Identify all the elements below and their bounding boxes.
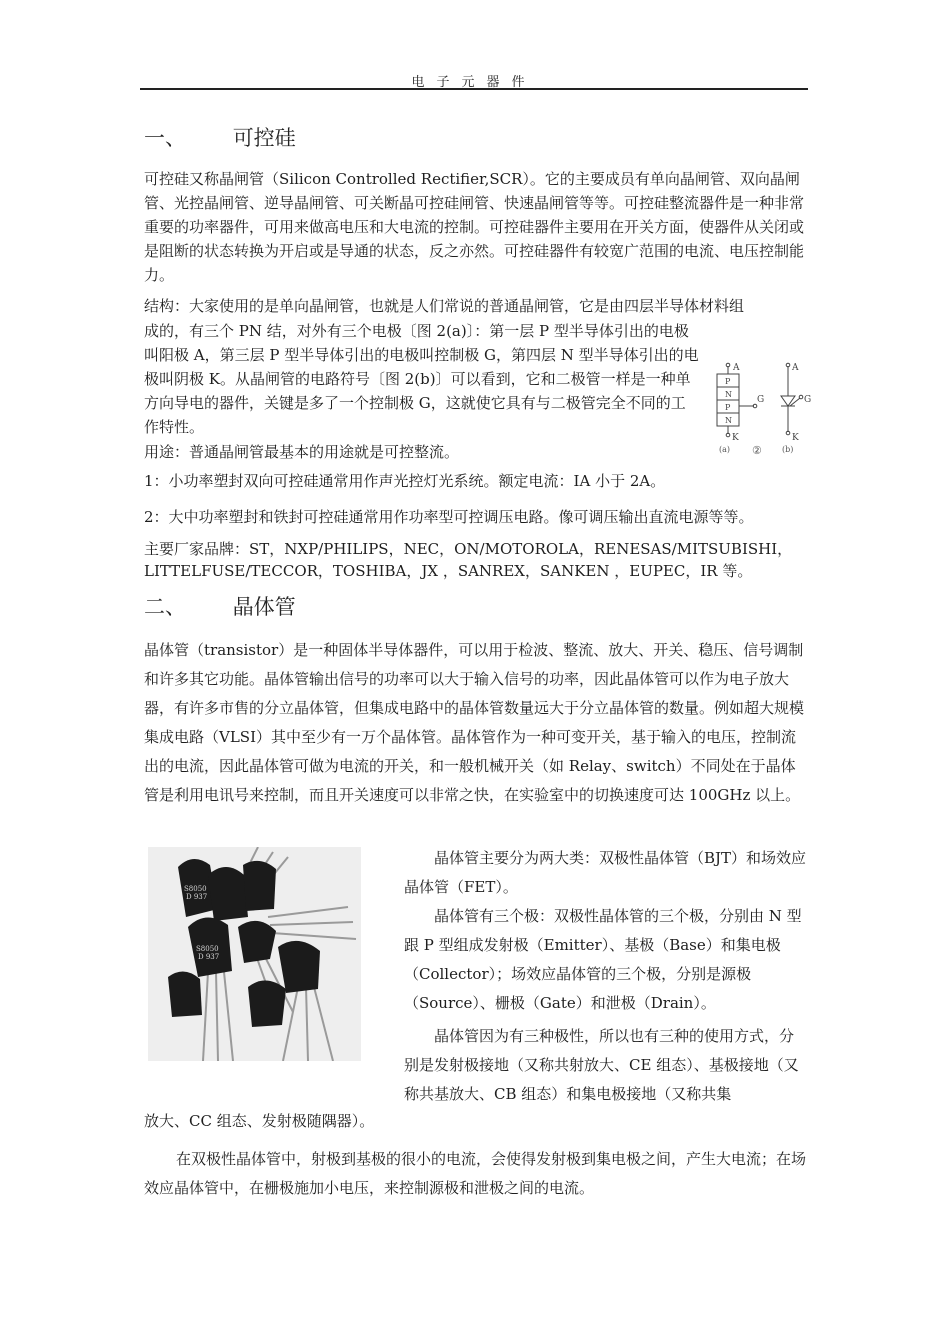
section1-heading bbox=[144, 122, 296, 152]
layer-p2: P bbox=[725, 403, 731, 412]
transistor-photo bbox=[148, 847, 361, 1061]
caption-a: (a) bbox=[719, 445, 731, 454]
transistor-operation-paragraph: 在双极性晶体管中，射极到基极的很小的电流，会使得发射极到集电极之间，产生大电流；在场效应晶体管中，在栅极施加小电压，来控制源极和泄极之间的电流。 bbox=[144, 1150, 807, 1197]
cathode-label-b: K bbox=[792, 433, 799, 443]
gate-label-a: G bbox=[757, 395, 765, 405]
transistor-photo-drawing bbox=[148, 847, 361, 1061]
scr-use-line: 用途：普通晶闸管最基本的用途就是可控整流。 bbox=[144, 443, 460, 461]
page-header: 电子元器件 bbox=[411, 75, 537, 90]
anode-label-a: A bbox=[733, 363, 740, 373]
section1-number: 一、 bbox=[144, 126, 186, 150]
scr-layer-diagram bbox=[717, 363, 764, 454]
transistor-configurations-paragraph: 晶体管因为有三种极性，所以也有三种的使用方式，分别是发射极接地（又称共射放大、CE 组态）、基极接地（又称共基放大、CB 组态）和集电极接地（又称共集 bbox=[404, 1027, 799, 1103]
brands-line-2: LITTELFUSE/TECCOR，TOSHIBA，JX ，SANREX，SANKEN ，EUPEC，IR 等。 bbox=[144, 562, 753, 580]
cathode-label-a: K bbox=[732, 433, 739, 443]
scr-structure-figure bbox=[704, 360, 816, 460]
layer-n2: N bbox=[725, 416, 732, 425]
transistor-configurations-end: 放大、CC 组态、发射极随隅器）。 bbox=[144, 1112, 375, 1130]
photo-marking-4: D 937 bbox=[198, 953, 220, 961]
scr-structure-paragraph: 成的，有三个 PN 结，对外有三个电极〔图 2(a)〕：第一层 P 型半导体引出的电极叫阳极 A，第三层 P 型半导体引出的电极叫控制极 G，第四层 N 型半导体引出的电极叫阴极 K。从晶闸管的电路符号〔图 2(b)〕可以看到，它和二极管一样是一种单方向导电的器件，关键是多了一个控制极 G，这就使它具有与二极管完全不同的工作特性。 bbox=[144, 322, 699, 436]
anode-label-b: A bbox=[792, 363, 799, 373]
transistor-terminals-paragraph: 晶体管有三个极：双极性晶体管的三个极，分别由 N 型跟 P 型组成发射极（Emitter）、基极（Base）和集电极（Collector）；场效应晶体管的三个极，分别是源极（Source）、栅极（Gate）和泄极（Drain）。 bbox=[404, 907, 802, 1012]
section2-number: 二、 bbox=[144, 595, 186, 619]
section2-title: 晶体管 bbox=[232, 595, 296, 619]
photo-marking-3: S8050 bbox=[196, 945, 219, 953]
transistor-intro-paragraph: 晶体管（transistor）是一种固体半导体器件，可以用于检波、整流、放大、开关、稳压、信号调制和许多其它功能。晶体管输出信号的功率可以大于输入信号的功率，因此晶体管可以作为电子放大器，有许多市售的分立晶体管，但集成电路中的晶体管数量远大于分立晶体管的数量。例如超大规模集成电路（VLSI）其中至少有一万个晶体管。晶体管作为一种可变开关，基于输入的电压，控制流出的电流，因此晶体管可做为电流的开关，和一般机械开关（如 Relay、switch）不同处在于晶体管是利用电讯号来控制，而且开关速度可以非常之快，在实验室中的切换速度可达 100GHz 以上。 bbox=[144, 641, 805, 804]
transistor-types-paragraph: 晶体管主要分为两大类：双极性晶体管（BJT）和场效应晶体管（FET）。 bbox=[404, 849, 807, 896]
scr-symbol bbox=[781, 363, 811, 454]
scr-item-1: 1：小功率塑封双向可控硅通常用作声光控灯光系统。额定电流：IA 小于 2A。 bbox=[144, 472, 666, 490]
section2-heading bbox=[144, 591, 296, 621]
layer-n1: N bbox=[725, 390, 732, 399]
photo-marking-1: S8050 bbox=[184, 885, 207, 893]
gate-label-b: G bbox=[804, 395, 812, 405]
layer-p1: P bbox=[725, 377, 731, 386]
section1-title: 可控硅 bbox=[232, 126, 296, 150]
header-rule bbox=[140, 88, 808, 90]
brands-line-1: 主要厂家品牌：ST，NXP/PHILIPS，NEC，ON/MOTOROLA，RENESAS/MITSUBISHI， bbox=[144, 540, 793, 558]
caption-b: (b) bbox=[782, 445, 794, 454]
scr-intro-paragraph: 可控硅又称晶闸管（Silicon Controlled Rectifier,SCR）。它的主要成员有单向晶闸管、双向晶闸管、光控晶闸管、逆导晶闸管、可关断晶可控硅闸管、快速晶闸管等等。可控硅整流器件是一种非常重要的功率器件，可用来做高电压和大电流的控制。可控硅器件主要用在开关方面，使器件从关闭或是阻断的状态转换为开启或是导通的状态，反之亦然。可控硅器件有较宽广范围的电流、电压控制能力。 bbox=[144, 170, 805, 284]
figure-number: ② bbox=[752, 444, 762, 457]
photo-marking-2: D 937 bbox=[186, 893, 208, 901]
scr-structure-line1: 结构：大家使用的是单向晶闸管，也就是人们常说的普通晶闸管，它是由四层半导体材料组 bbox=[144, 297, 745, 315]
scr-item-2: 2：大中功率塑封和铁封可控硅通常用作功率型可控调压电路。像可调压输出直流电源等等。 bbox=[144, 508, 754, 526]
